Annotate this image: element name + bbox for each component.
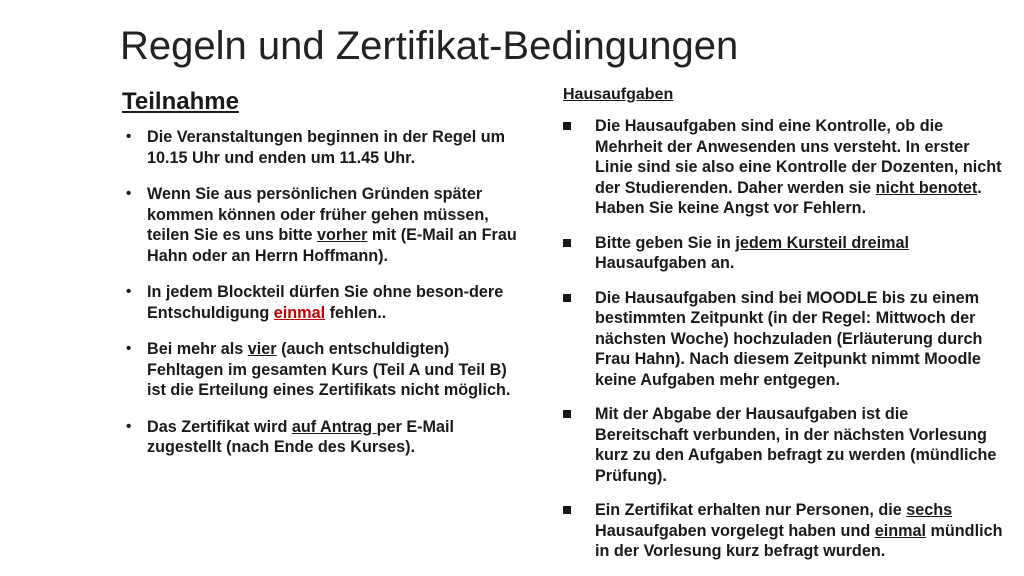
square-bullet-icon xyxy=(563,239,571,247)
emphasis-dreimal: jedem Kursteil dreimal xyxy=(735,233,909,252)
list-item: • In jedem Blockteil dürfen Sie ohne beson-dere Entschuldigung einmal fehlen.. xyxy=(126,283,504,322)
list-item: • Wenn Sie aus persönlichen Gründen später kommen können oder früher gehen müssen, teilen Sie es uns bitte vorher mit (E-Mail an Frau Hahn oder an Herrn Hoffmann). xyxy=(126,185,517,265)
emphasis-sechs: sechs xyxy=(906,501,953,519)
round-bullet-icon: • xyxy=(126,283,132,300)
list-item: Mit der Abgabe der Hausaufgaben ist die Bereitschaft verbunden, in der nächsten Vorlesung kurz zu den Aufgaben befragt zu werden (mündliche Prüfung). xyxy=(563,404,1003,486)
round-bullet-icon: • xyxy=(126,128,132,145)
slide-title: Regeln und Zertifikat-Bedingungen xyxy=(120,24,739,68)
list-item: Bitte geben Sie in jedem Kursteil dreimal Hausaufgaben an. xyxy=(563,233,1003,274)
round-bullet-icon: • xyxy=(126,340,132,357)
list-item: Die Hausaufgaben sind eine Kontrolle, ob die Mehrheit der Anwesenden uns versteht. In erster Linie sind sie also eine Kontrolle der Dozenten, nicht der Studierenden. Daher werden sie nicht benotet. Haben Sie keine Angst vor Fehlern. xyxy=(563,116,1003,219)
hausaufgaben-list xyxy=(563,116,1003,562)
list-item: Ein Zertifikat erhalten nur Personen, die sechs Hausaufgaben vorgelegt haben und einmal mündlich in der Vorlesung kurz befragt wurden. xyxy=(563,500,1003,562)
round-bullet-icon: • xyxy=(126,185,132,202)
list-item: • Bei mehr als vier (auch entschuldigten) Fehltagen im gesamten Kurs (Teil A und Teil B) ist die Erteilung eines Zertifikats nicht möglich. xyxy=(126,340,511,399)
square-bullet-icon xyxy=(563,506,571,514)
list-item: • Die Veranstaltungen beginnen in der Regel um 10.15 Uhr und enden um 11.45 Uhr. xyxy=(126,128,505,167)
hausaufgaben-heading: Hausaufgaben xyxy=(563,86,674,103)
list-item: Die Hausaufgaben sind bei MOODLE bis zu einem bestimmten Zeitpunkt (in der Regel: Mittwoch der nächsten Woche) hochzuladen (Erläuterung durch Frau Hahn). Nach diesem Zeitpunkt nimmt Moodle keine Aufgaben mehr entgegen. xyxy=(563,288,1003,391)
emphasis-vier: vier xyxy=(247,340,277,358)
teilnahme-list xyxy=(122,127,527,458)
square-bullet-icon xyxy=(563,294,571,302)
square-bullet-icon xyxy=(563,122,571,130)
teilnahme-section xyxy=(122,86,527,474)
teilnahme-heading: Teilnahme xyxy=(122,88,239,115)
emphasis-einmal: einmal xyxy=(273,303,326,322)
emphasis-einmal-muendlich: einmal xyxy=(874,521,927,540)
emphasis-nicht-benotet: nicht benotet xyxy=(875,178,978,197)
hausaufgaben-section xyxy=(563,86,1003,576)
emphasis-vorher: vorher xyxy=(317,226,368,244)
list-item: • Das Zertifikat wird auf Antrag per E-Mail zugestellt (nach Ende des Kurses). xyxy=(126,417,455,456)
square-bullet-icon xyxy=(563,410,571,418)
emphasis-auf-antrag: auf Antrag xyxy=(291,417,377,436)
round-bullet-icon: • xyxy=(126,417,132,435)
